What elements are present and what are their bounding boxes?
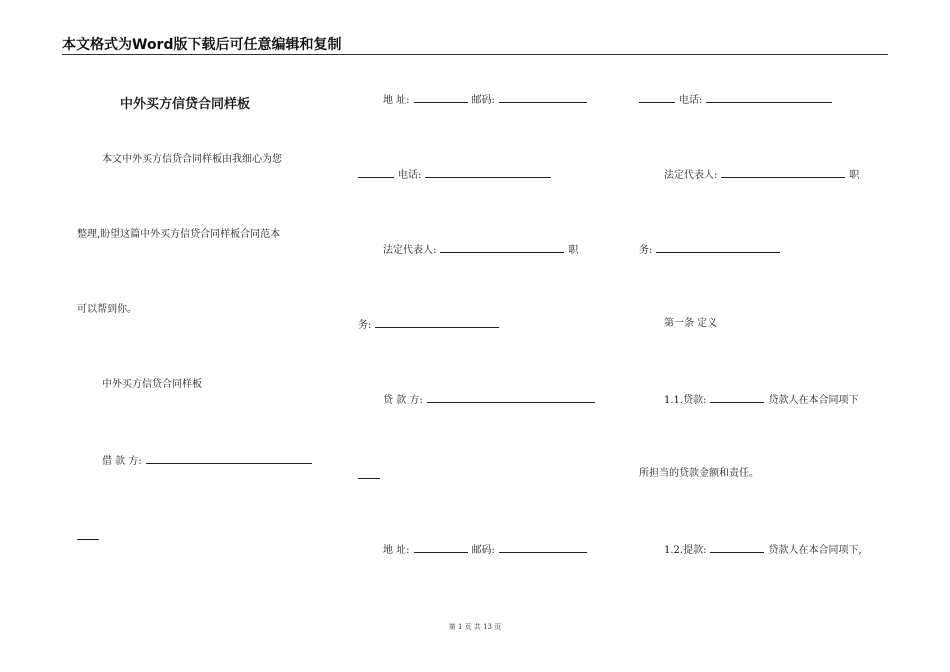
borrower-legal-rep-row xyxy=(383,242,578,258)
borrower-field xyxy=(102,453,316,469)
definition-1-2-blank xyxy=(710,542,764,553)
contract-subtitle: 中外买方信贷合同样板 xyxy=(102,379,202,390)
position-label-end: 务: xyxy=(639,245,653,256)
legal-rep-label: 法定代表人: xyxy=(664,170,718,181)
definition-1-1 xyxy=(664,392,858,408)
lender-address-row xyxy=(383,542,591,558)
borrower-address-row xyxy=(383,92,591,108)
document-header: 本文格式为Word版下载后可任意编辑和复制 xyxy=(62,37,342,53)
legal-rep-blank xyxy=(440,242,564,253)
blank-continuation-line xyxy=(358,478,380,479)
definition-1-2 xyxy=(664,542,862,558)
phone-blank xyxy=(706,92,832,103)
definition-1-2-label: 1.2.提款: xyxy=(664,545,707,556)
postcode-label: 邮码: xyxy=(471,545,495,556)
definition-1-1-blank xyxy=(710,392,764,403)
postcode-blank xyxy=(499,92,587,103)
position-blank xyxy=(656,242,780,253)
lender-position-row xyxy=(639,242,784,258)
blank-continuation-line xyxy=(77,539,99,540)
address-blank xyxy=(414,92,468,103)
address-blank xyxy=(414,542,468,553)
definition-1-2-text: 贷款人在本合同项下, xyxy=(768,545,862,556)
phone-label: 电话: xyxy=(679,95,703,106)
lender-label: 贷 款 方: xyxy=(383,395,423,406)
header-rule xyxy=(62,54,888,55)
postcode-blank xyxy=(499,542,587,553)
address-label: 地 址: xyxy=(383,95,410,106)
postcode-label: 邮码: xyxy=(471,95,495,106)
intro-line-2: 整理,盼望这篇中外买方信贷合同样板合同范本 xyxy=(77,229,281,240)
phone-blank xyxy=(425,167,551,178)
document-title: 中外买方信贷合同样板 xyxy=(120,97,251,112)
position-label-start: 职 xyxy=(568,245,579,256)
position-label-start: 职 xyxy=(849,170,860,181)
article-1-heading: 第一条 定义 xyxy=(664,318,718,329)
borrower-position-row xyxy=(358,317,503,333)
lender-legal-rep-row xyxy=(664,167,859,183)
phone-prefix-blank xyxy=(639,92,675,103)
page-footer: 第 1 页 共 13 页 xyxy=(448,623,502,631)
definition-1-1-label: 1.1.贷款: xyxy=(664,395,707,406)
legal-rep-label: 法定代表人: xyxy=(383,245,437,256)
intro-line-3: 可以帮到你。 xyxy=(77,304,137,315)
phone-label: 电话: xyxy=(398,170,422,181)
position-label-end: 务: xyxy=(358,320,372,331)
lender-phone-row xyxy=(639,92,836,108)
address-label: 地 址: xyxy=(383,545,410,556)
lender-blank xyxy=(427,392,595,403)
legal-rep-blank xyxy=(721,167,845,178)
definition-1-1-continued: 所担当的贷款金额和责任。 xyxy=(639,468,759,479)
definition-1-1-text: 贷款人在本合同项下 xyxy=(768,395,859,406)
position-blank xyxy=(375,317,499,328)
borrower-label: 借 款 方: xyxy=(102,456,142,467)
borrower-phone-row xyxy=(358,167,555,183)
borrower-blank xyxy=(146,453,312,464)
phone-prefix-blank xyxy=(358,167,394,178)
lender-field xyxy=(383,392,599,408)
intro-line-1: 本文中外买方信贷合同样板由我细心为您 xyxy=(102,154,282,165)
